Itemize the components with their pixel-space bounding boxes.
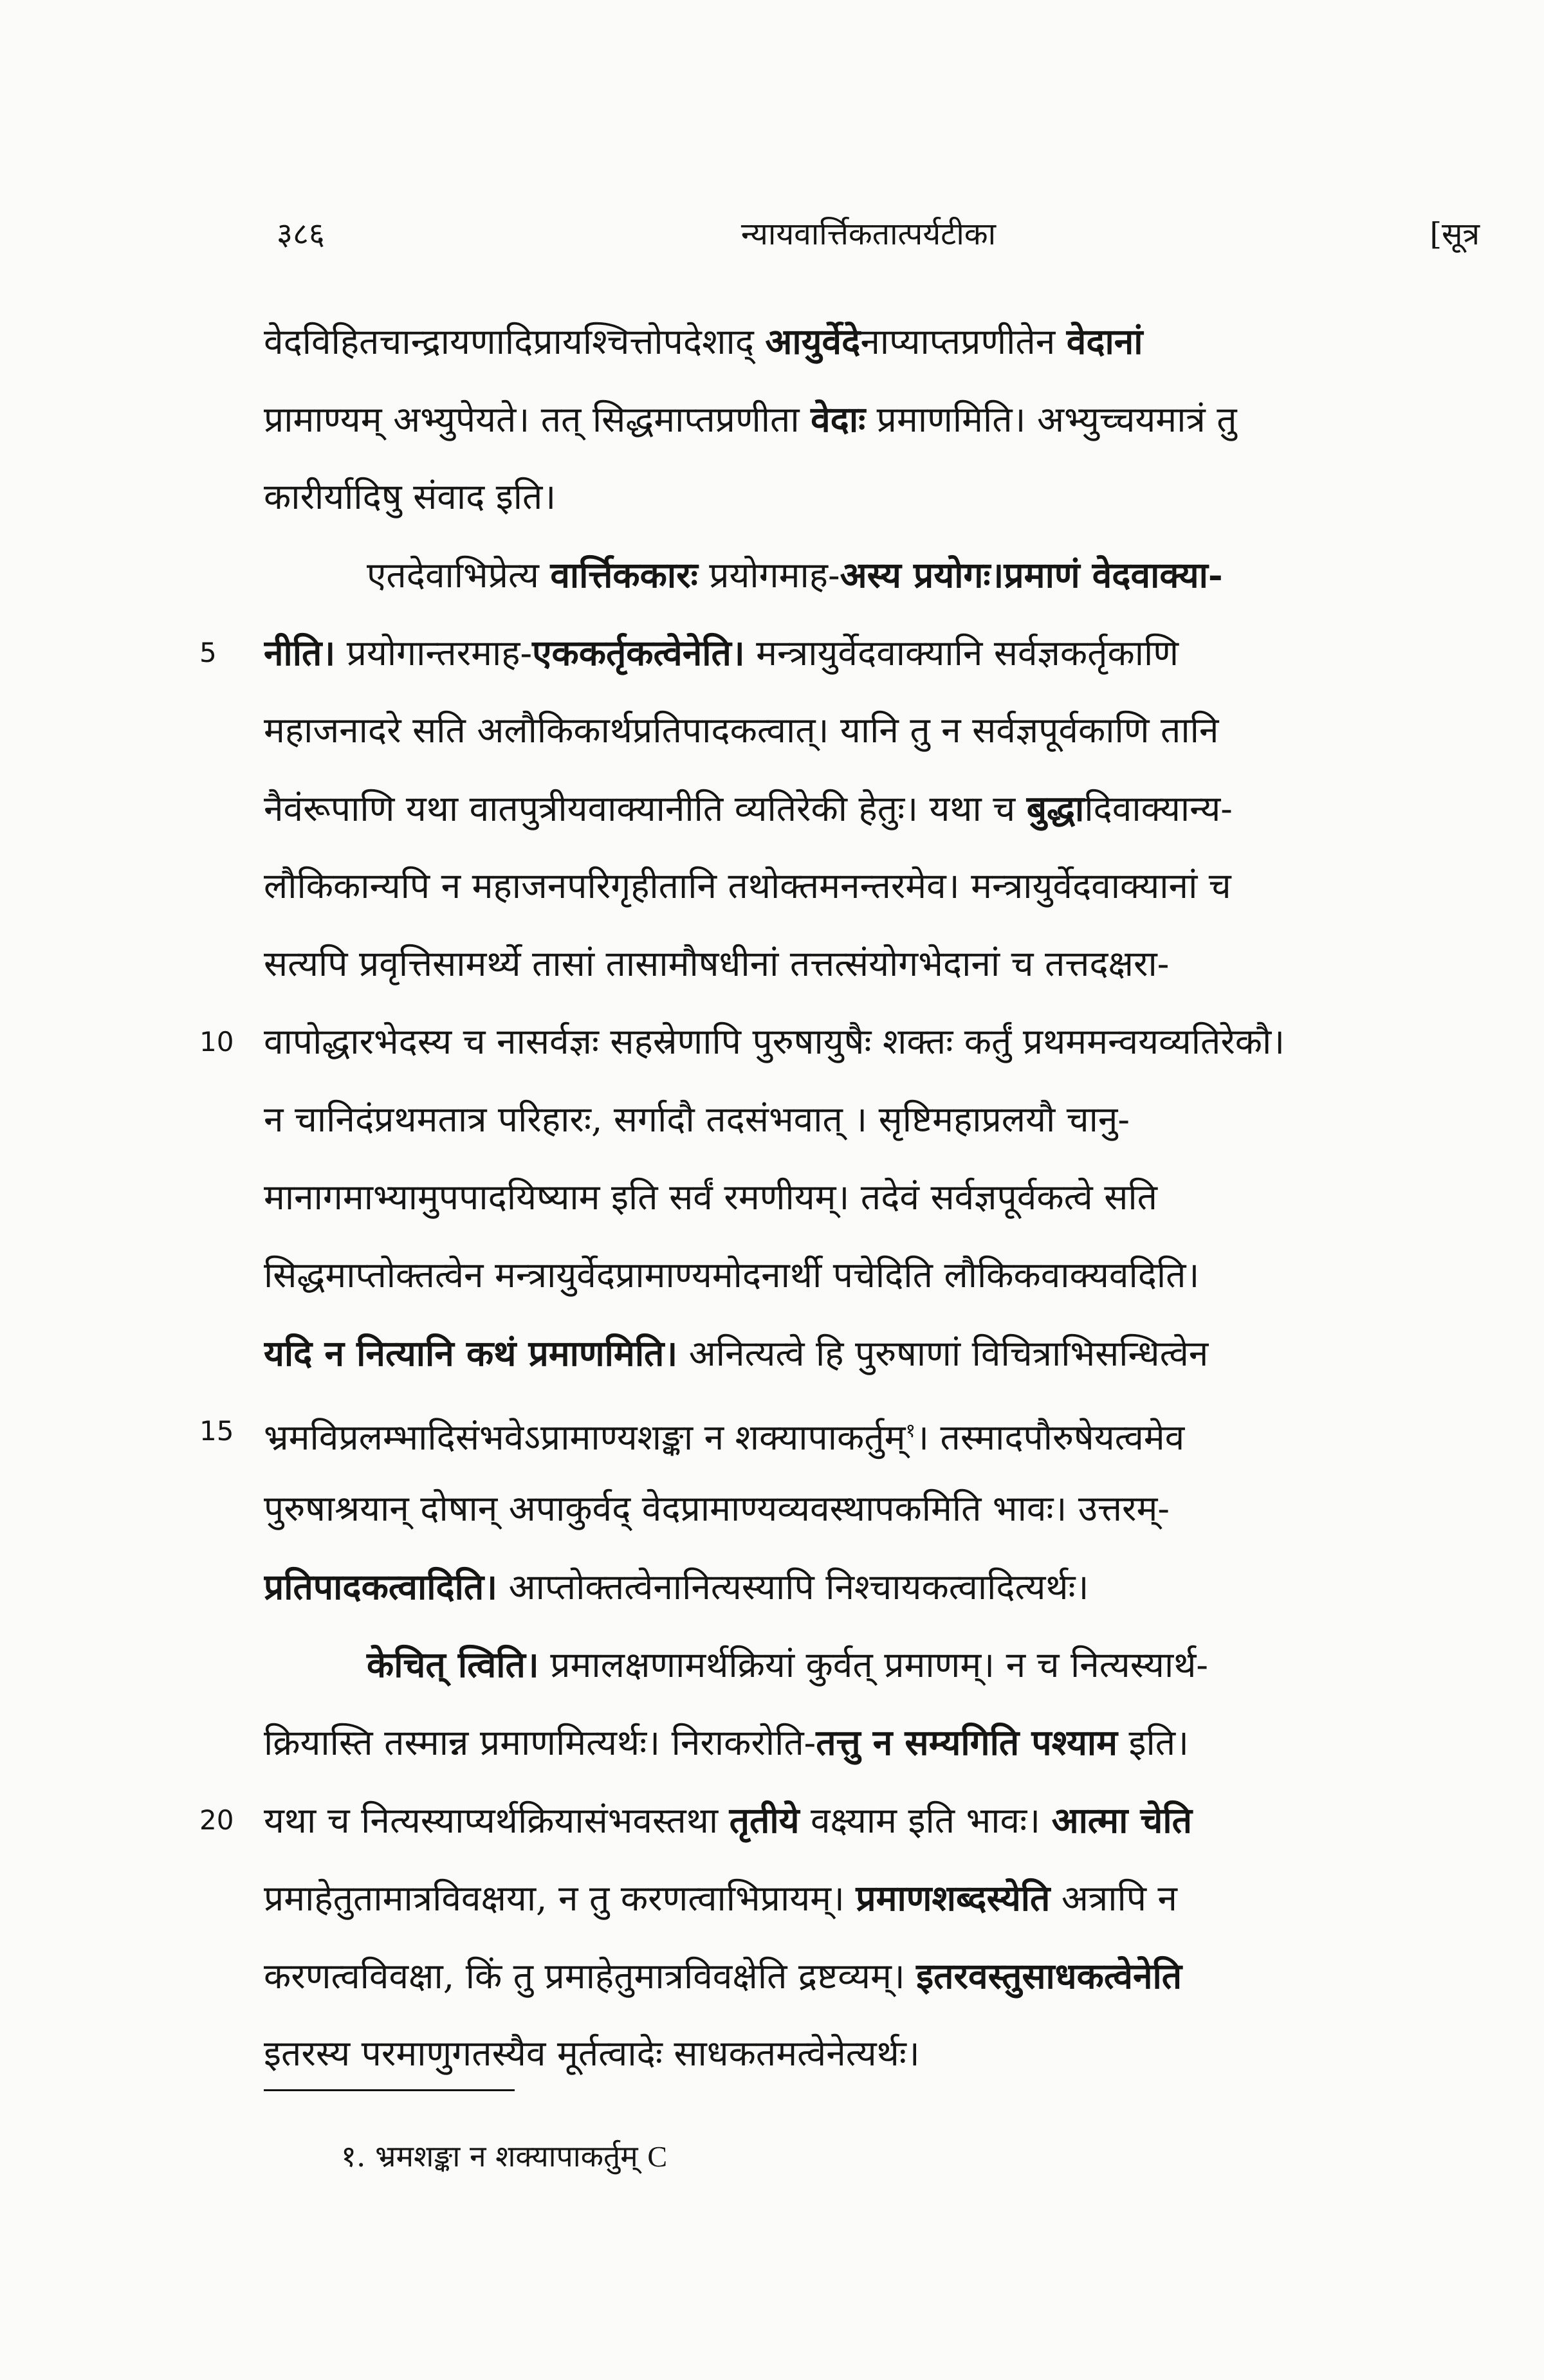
text-line-10 bbox=[264, 1003, 1467, 1081]
footnote-siglum: C bbox=[647, 2140, 667, 2173]
bold-term: अस्य प्रयोगः।प्रमाणं वेदवाक्या- bbox=[840, 554, 1223, 596]
text-run: सिद्धमाप्तोक्तत्वेन मन्त्रायुर्वेदप्रामाण्यमोदनार्थी पचेदिति लौकिकवाक्यवदिति। bbox=[264, 1254, 1200, 1295]
line-number-5: 5 bbox=[199, 637, 217, 668]
text-run: नाप्याप्तप्रणीतेन bbox=[860, 321, 1067, 362]
footnote bbox=[341, 2136, 667, 2175]
page-number: ३८६ bbox=[277, 216, 325, 252]
bold-term: यदि न नित्यानि कथं प्रमाणमिति। bbox=[264, 1332, 678, 1374]
text-run: वक्ष्याम इति भावः। bbox=[799, 1800, 1052, 1841]
text-run: अत्रापि न bbox=[1050, 1878, 1177, 1919]
footnote-marker: १. bbox=[341, 2139, 366, 2174]
text-line-9 bbox=[264, 925, 1467, 1003]
text-run: मानागमाभ्यामुपपादयिष्याम इति सर्वं रमणीयम्। तदेवं सर्वज्ञपूर्वकत्वे सति bbox=[264, 1176, 1157, 1218]
bold-term: बुद्धा bbox=[1026, 787, 1085, 829]
text-line-14 bbox=[264, 1314, 1467, 1392]
text-line-19 bbox=[264, 1703, 1467, 1781]
text-run: प्रयोगमाह- bbox=[697, 554, 840, 596]
text-line-12 bbox=[264, 1158, 1467, 1236]
text-run: आप्तोक्तत्वेनानित्यस्यापि निश्चायकत्वादित्यर्थः। bbox=[497, 1566, 1089, 1607]
text-run: करणत्वविवक्षा, किं तु प्रमाहेतुमात्रविवक्षेति द्रष्टव्यम्। bbox=[264, 1955, 917, 1997]
text-line-6 bbox=[264, 691, 1467, 769]
bold-term: वेदाः bbox=[811, 398, 866, 440]
text-run: कारीर्यादिषु संवाद इति। bbox=[264, 476, 556, 517]
text-run: यथा च नित्यस्याप्यर्थक्रियासंभवस्तथा bbox=[264, 1800, 730, 1841]
bold-term: वेदानां bbox=[1066, 320, 1143, 362]
text-run: प्रमाहेतुतामात्रविवक्षया, न तु करणत्वाभिप्रायम्। bbox=[264, 1878, 856, 1919]
text-run: वेदविहितचान्द्रायणादिप्रायश्चित्तोपदेशाद् bbox=[264, 321, 766, 362]
bold-term: प्रतिपादकत्वादिति। bbox=[264, 1566, 498, 1607]
text-line-17 bbox=[264, 1548, 1467, 1625]
text-line-1 bbox=[264, 302, 1467, 380]
text-run: महाजनादरे सति अलौकिकार्थप्रतिपादकत्वात्। यानि तु न सर्वज्ञपूर्वकाणि तानि bbox=[264, 709, 1219, 751]
text-line-20 bbox=[264, 1781, 1467, 1859]
text-run: दिवाक्यान्य- bbox=[1084, 788, 1233, 829]
section-marker: [सूत्र bbox=[1429, 216, 1480, 252]
bold-term: इतरवस्तुसाधकत्वेनेति bbox=[916, 1955, 1182, 1997]
text-line-2 bbox=[264, 380, 1467, 458]
text-line-16 bbox=[264, 1470, 1467, 1548]
text-run: । तस्मादपौरुषेयत्वमेव bbox=[915, 1416, 1185, 1458]
line-number-20: 20 bbox=[199, 1804, 234, 1836]
text-line-8 bbox=[264, 847, 1467, 925]
text-line-21 bbox=[264, 1859, 1467, 1937]
text-run: प्रामाण्यम् अभ्युपेयते। तत् सिद्धमाप्तप्रणीता bbox=[264, 399, 811, 440]
bold-term: तत्तु न सम्यगिति पश्याम bbox=[816, 1721, 1117, 1763]
bold-term: केचित् त्विति। bbox=[367, 1643, 539, 1685]
text-run: प्रयोगान्तरमाह- bbox=[335, 632, 533, 673]
text-line-23 bbox=[264, 2015, 1467, 2092]
text-run: प्रमालक्षणामर्थक्रियां कुर्वत् प्रमाणम्। न च नित्यस्यार्थ- bbox=[538, 1644, 1208, 1685]
text-line-22 bbox=[264, 1937, 1467, 2015]
page-header bbox=[257, 212, 1480, 277]
text-run: इति। bbox=[1117, 1722, 1189, 1763]
bold-term: तृतीये bbox=[729, 1799, 800, 1841]
bold-term: आत्मा चेति bbox=[1051, 1799, 1193, 1841]
text-line-13 bbox=[264, 1236, 1467, 1314]
text-run: वापोद्धारभेदस्य च नासर्वज्ञः सहस्रेणापि पुरुषायुषैः शक्तः कर्तुं प्रथममन्वयव्यतिरेकौ। bbox=[264, 1021, 1285, 1062]
text-run: पुरुषाश्रयान् दोषान् अपाकुर्वद् वेदप्रामाण्यव्यवस्थापकमिति भावः। उत्तरम्- bbox=[264, 1488, 1170, 1529]
text-run: सत्यपि प्रवृत्तिसामर्थ्ये तासां तासामौषधीनां तत्तत्संयोगभेदानां च तत्तदक्षरा- bbox=[264, 943, 1170, 984]
line-number-10: 10 bbox=[199, 1026, 234, 1057]
bold-term: नीति। bbox=[264, 632, 336, 673]
text-line-11 bbox=[264, 1081, 1467, 1158]
footnote-text: भ्रमशङ्का न शक्यापाकर्तुम् bbox=[365, 2139, 648, 2174]
text-run: प्रमाणमिति। अभ्युच्चयमात्रं तु bbox=[865, 399, 1237, 440]
footnote-ref: १ bbox=[905, 1420, 916, 1442]
bold-term: वार्त्तिककारः bbox=[550, 554, 698, 596]
text-run: न चानिदंप्रथमतात्र परिहारः, सर्गादौ तदसंभवात् । सृष्टिमहाप्रलयौ चानु- bbox=[264, 1099, 1130, 1140]
text-run: लौकिकान्यपि न महाजनपरिगृहीतानि तथोक्तमनन्तरमेव। मन्त्रायुर्वेदवाक्यानां च bbox=[264, 865, 1231, 906]
running-title: न्यायवार्त्तिकतात्पर्यटीका bbox=[740, 216, 997, 252]
text-line-3 bbox=[264, 458, 1467, 536]
line-number-15: 15 bbox=[199, 1415, 234, 1447]
main-text bbox=[264, 302, 1467, 2092]
text-line-7 bbox=[264, 769, 1467, 847]
text-run: क्रियास्ति तस्मान्न प्रमाणमित्यर्थः। निराकरोति- bbox=[264, 1722, 816, 1763]
text-run: भ्रमविप्रलम्भादिसंभवेऽप्रामाण्यशङ्का न शक्यापाकर्तुम् bbox=[264, 1416, 906, 1458]
text-line-18 bbox=[264, 1625, 1467, 1703]
text-line-5 bbox=[264, 614, 1467, 691]
footnote-divider bbox=[264, 2089, 515, 2091]
text-run: मन्त्रायुर्वेदवाक्यानि सर्वज्ञकर्तृकाणि bbox=[744, 632, 1179, 673]
bold-term: प्रमाणशब्दस्येति bbox=[856, 1877, 1051, 1919]
text-line-15 bbox=[264, 1392, 1467, 1470]
text-line-4 bbox=[264, 536, 1467, 614]
bold-term: एककर्तृकत्वेनेति। bbox=[532, 632, 745, 673]
text-run: अनित्यत्वे हि पुरुषाणां विचित्राभिसन्धित्वेन bbox=[677, 1333, 1209, 1374]
text-run: इतरस्य परमाणुगतस्यैव मूर्तत्वादेः साधकतमत्वेनेत्यर्थः। bbox=[264, 2033, 920, 2074]
text-run: नैवंरूपाणि यथा वातपुत्रीयवाक्यानीति व्यतिरेकी हेतुः। यथा च bbox=[264, 788, 1027, 829]
text-run: एतदेवाभिप्रेत्य bbox=[367, 554, 551, 596]
bold-term: आयुर्वेदे bbox=[765, 320, 861, 362]
